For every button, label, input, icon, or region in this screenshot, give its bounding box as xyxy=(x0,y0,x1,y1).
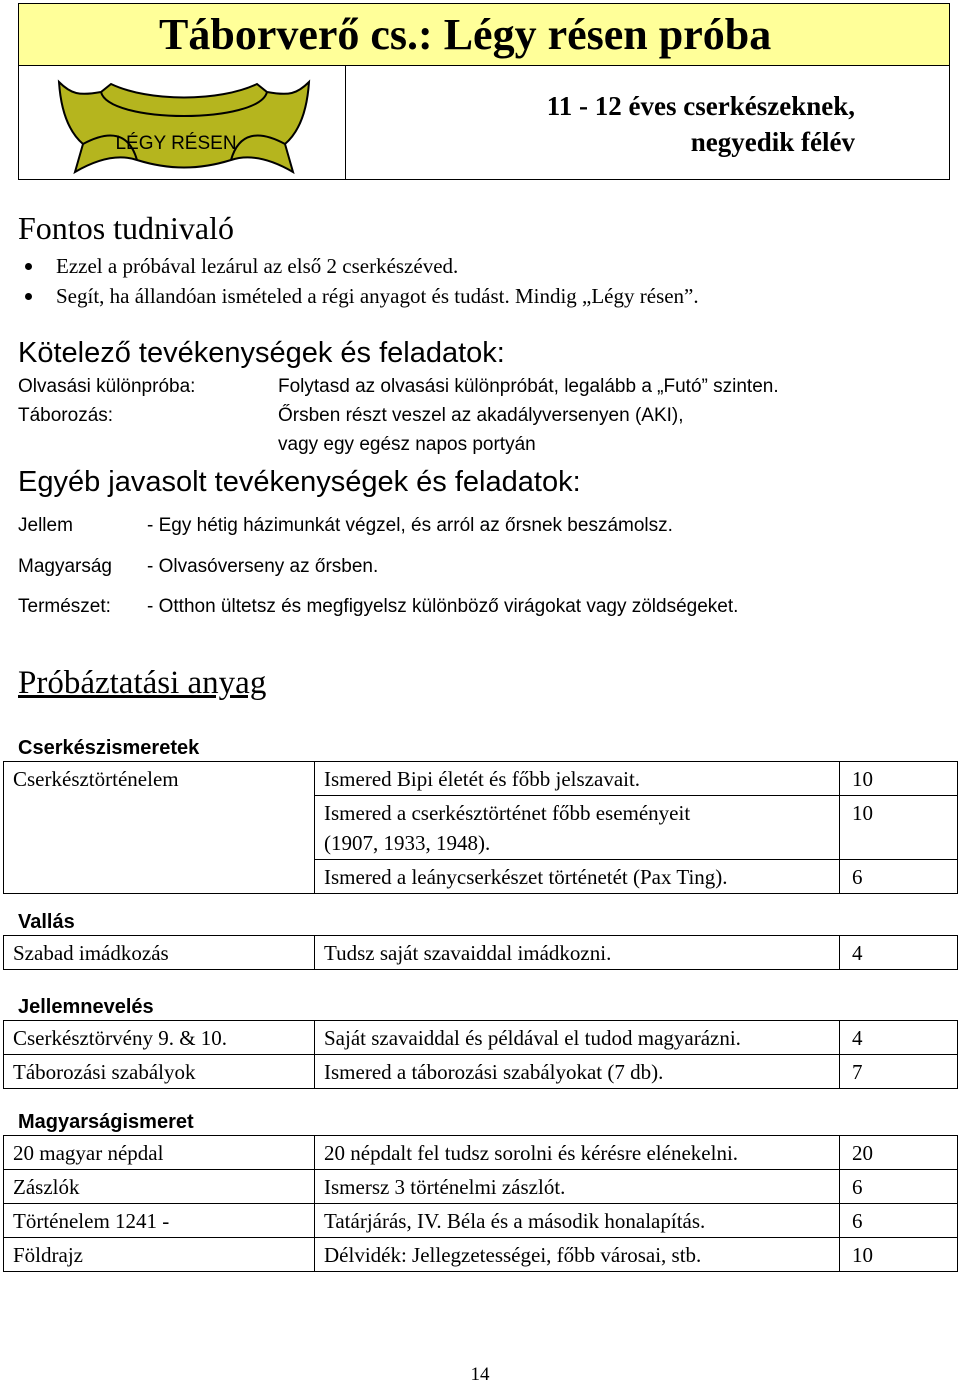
topic-cell: Történelem 1241 - xyxy=(4,1204,315,1238)
table-row xyxy=(4,1136,958,1170)
required-text: Őrsben részt veszel az akadályversenyen (AKI), xyxy=(278,405,684,426)
bullet-item: Ezzel a próbával lezárul az első 2 cserkészéved. xyxy=(18,251,699,281)
topic-cell: Zászlók xyxy=(4,1170,315,1204)
topic-cell: Táborozási szabályok xyxy=(4,1055,315,1089)
optional-heading: Egyéb javasolt tevékenységek és feladatok: xyxy=(18,466,581,498)
optional-label: Természet: xyxy=(18,596,111,617)
required-text: Folytasd az olvasási különpróbát, legalább a „Futó” szinten. xyxy=(278,376,779,397)
important-bullet-list xyxy=(18,251,699,311)
task-cell: Ismersz 3 történelmi zászlót. xyxy=(315,1170,840,1204)
task-cell: Saját szavaiddal és példával el tudod magyarázni. xyxy=(315,1021,840,1055)
task-cell: Tatárjárás, IV. Béla és a második honalapítás. xyxy=(315,1204,840,1238)
topic-cell xyxy=(4,860,315,894)
section-title: Vallás xyxy=(18,911,75,933)
optional-label: Jellem xyxy=(18,515,73,536)
logo-text: LÉGY RÉSEN xyxy=(115,133,237,154)
task-line: (1907, 1933, 1948). xyxy=(324,831,491,855)
required-text-cont: vagy egy egész napos portyán xyxy=(278,434,536,455)
points-cell: 6 xyxy=(840,1170,958,1204)
task-line: Ismered a cserkésztörténet főbb eseményeit xyxy=(324,801,691,825)
task-cell: Délvidék: Jellegzetességei, főbb városai, stb. xyxy=(315,1238,840,1272)
subtitle xyxy=(347,66,949,179)
table-row xyxy=(4,796,958,860)
points-cell: 10 xyxy=(840,762,958,796)
task-cell xyxy=(315,796,840,860)
topic-cell: Cserkésztörvény 9. & 10. xyxy=(4,1021,315,1055)
page-number: 14 xyxy=(470,1364,490,1385)
important-heading: Fontos tudnivaló xyxy=(18,210,235,246)
points-cell: 20 xyxy=(840,1136,958,1170)
points-cell: 6 xyxy=(840,1204,958,1238)
topic-cell: Földrajz xyxy=(4,1238,315,1272)
subtitle-line-2: negyedik félév xyxy=(690,127,855,157)
bullet-item: Segít, ha állandóan ismételed a régi anyagot és tudást. Mindig „Légy résen”. xyxy=(18,281,699,311)
section-title: Magyarságismeret xyxy=(18,1111,194,1133)
optional-text: - Otthon ültetsz és megfigyelsz különböző virágokat vagy zöldségeket. xyxy=(147,596,739,617)
topic-cell: 20 magyar népdal xyxy=(4,1136,315,1170)
required-label: Táborozás: xyxy=(18,405,114,426)
requirements-table-character xyxy=(3,1020,958,1089)
title-cell xyxy=(19,4,949,66)
required-heading: Kötelező tevékenységek és feladatok: xyxy=(18,337,505,369)
requirements-table-scouting xyxy=(3,761,958,894)
table-row xyxy=(4,1021,958,1055)
table-row xyxy=(4,860,958,894)
optional-text: - Egy hétig házimunkát végzel, és arról az őrsnek beszámolsz. xyxy=(147,515,673,536)
exam-heading: Próbáztatási anyag xyxy=(18,665,267,701)
task-cell: Ismered a leánycserkészet történetét (Pax Ting). xyxy=(315,860,840,894)
points-cell: 10 xyxy=(840,796,958,860)
points-cell: 10 xyxy=(840,1238,958,1272)
section-title: Cserkészismeretek xyxy=(18,737,200,759)
table-row xyxy=(4,1204,958,1238)
table-row xyxy=(4,1170,958,1204)
optional-label: Magyarság xyxy=(18,556,112,577)
subtitle-line-1: 11 - 12 éves cserkészeknek, xyxy=(546,91,855,121)
points-cell: 4 xyxy=(840,1021,958,1055)
task-cell: Ismered a táborozási szabályokat (7 db). xyxy=(315,1055,840,1089)
topic-cell: Szabad imádkozás xyxy=(4,936,315,970)
table-row xyxy=(4,936,958,970)
required-label: Olvasási különpróba: xyxy=(18,376,196,397)
task-cell: 20 népdalt fel tudsz sorolni és kérésre elénekelni. xyxy=(315,1136,840,1170)
task-cell: Ismered Bipi életét és főbb jelszavait. xyxy=(315,762,840,796)
section-title: Jellemnevelés xyxy=(18,996,154,1018)
header-box xyxy=(18,3,950,180)
legy-resen-banner-logo xyxy=(49,72,319,177)
topic-cell xyxy=(4,796,315,860)
table-row xyxy=(4,1238,958,1272)
logo-cell xyxy=(19,66,346,179)
task-cell: Tudsz saját szavaiddal imádkozni. xyxy=(315,936,840,970)
table-row xyxy=(4,762,958,796)
table-row xyxy=(4,1055,958,1089)
points-cell: 7 xyxy=(840,1055,958,1089)
optional-text: - Olvasóverseny az őrsben. xyxy=(147,556,379,577)
topic-cell: Cserkésztörténelem xyxy=(4,762,315,796)
points-cell: 6 xyxy=(840,860,958,894)
requirements-table-hungarian xyxy=(3,1135,958,1272)
points-cell: 4 xyxy=(840,936,958,970)
requirements-table-religion xyxy=(3,935,958,970)
page-title: Táborverő cs.: Légy résen próba xyxy=(159,10,772,59)
